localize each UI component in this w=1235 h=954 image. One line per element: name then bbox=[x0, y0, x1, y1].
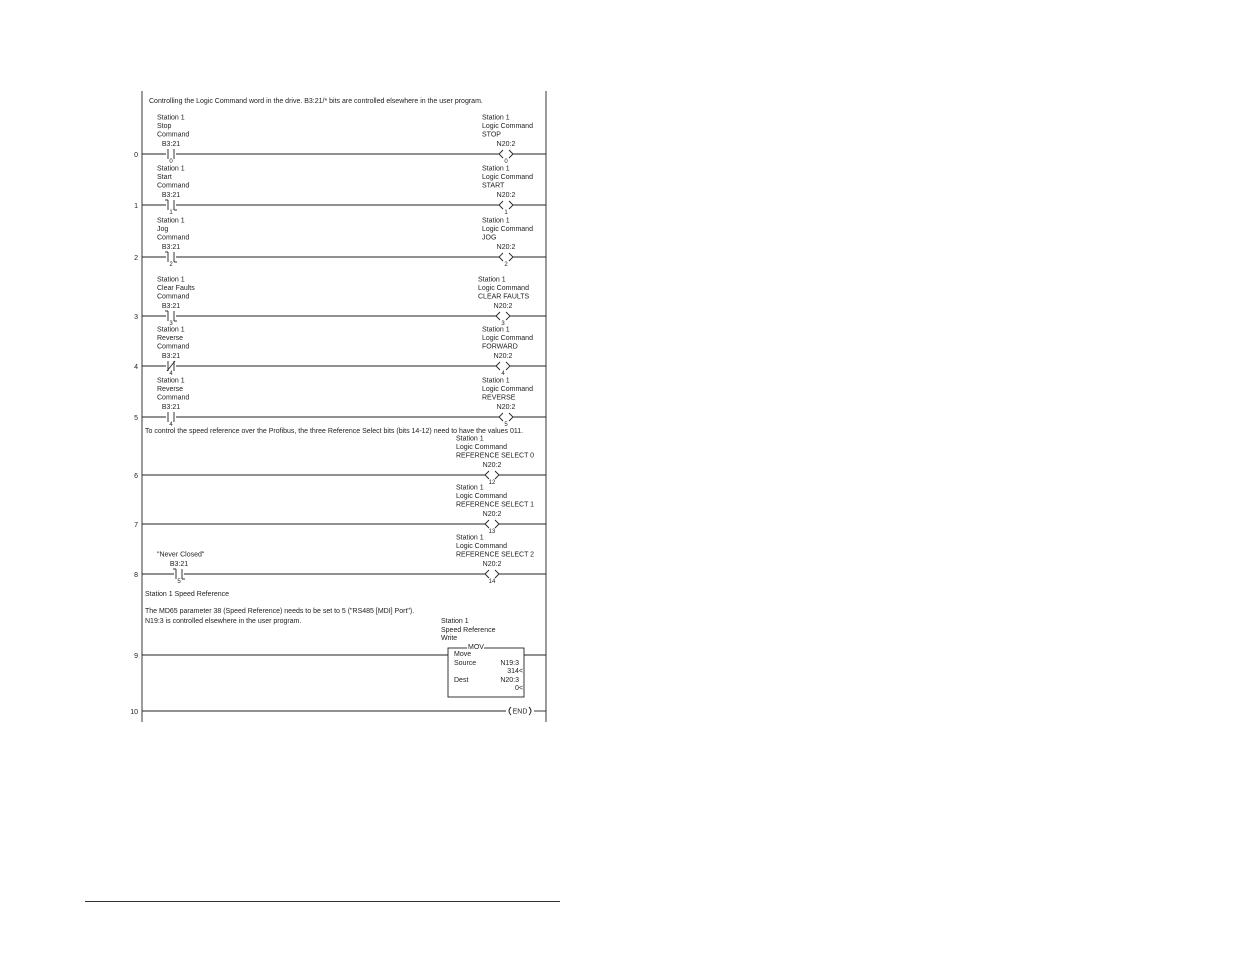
coil-left bbox=[499, 201, 503, 209]
coil-description-line: Station 1 bbox=[456, 435, 484, 443]
coil-right bbox=[495, 471, 499, 479]
coil-left bbox=[499, 150, 503, 158]
contact-description-line: Reverse bbox=[157, 386, 184, 393]
coil-left bbox=[499, 413, 503, 421]
rung-number: 0 bbox=[134, 152, 138, 159]
coil-description-line: START bbox=[482, 182, 505, 190]
coil-description-line: Logic Command bbox=[456, 543, 507, 550]
rung-number: 5 bbox=[134, 415, 138, 422]
rung-comment: To control the speed reference over the Profibus, the three Reference Select bits (bits 14-12) need to have the values 011. bbox=[145, 428, 524, 435]
coil-bit: 0 bbox=[504, 159, 508, 165]
rung-number: 7 bbox=[134, 522, 138, 529]
contact-bit: 4 bbox=[169, 422, 173, 428]
coil-bit: 4 bbox=[501, 371, 505, 377]
coil-description-line: Station 1 bbox=[482, 217, 510, 225]
contact-address: B3:21 bbox=[161, 244, 181, 251]
coil-description-line: Logic Command bbox=[482, 226, 533, 233]
coil-address: N20:2 bbox=[482, 462, 502, 469]
rung-number: 8 bbox=[134, 572, 138, 579]
mov-mnemonic: MOV bbox=[468, 644, 484, 651]
coil-left bbox=[485, 520, 489, 528]
rung-number: 3 bbox=[134, 314, 138, 321]
mov-source-address: N19:3 bbox=[500, 660, 519, 667]
end-left-bracket bbox=[509, 707, 511, 715]
contact-address: B3:21 bbox=[161, 353, 181, 360]
rung-comment: Station 1 Speed Reference bbox=[145, 591, 230, 598]
coil-right bbox=[509, 201, 513, 209]
rung-7 bbox=[134, 485, 546, 536]
coil-address: N20:2 bbox=[496, 404, 516, 411]
contact-address: B3:21 bbox=[169, 561, 189, 568]
coil-address: N20:2 bbox=[482, 561, 502, 568]
coil-left bbox=[496, 362, 500, 370]
contact-bit: 5 bbox=[177, 579, 181, 585]
contact-bit: 1 bbox=[169, 210, 173, 216]
contact-description-line: Command bbox=[157, 343, 190, 351]
rung-8 bbox=[134, 535, 546, 586]
coil-description-line: Station 1 bbox=[478, 276, 506, 284]
block-description-line: Write bbox=[441, 635, 458, 642]
contact-description-line: Command bbox=[157, 131, 190, 139]
rung-6 bbox=[134, 428, 546, 486]
mov-source-label: Source bbox=[454, 660, 477, 667]
contact-description-line: Clear Faults bbox=[157, 285, 195, 292]
coil-description-line: Logic Command bbox=[478, 285, 529, 292]
coil-address: N20:2 bbox=[496, 244, 516, 251]
rung-9 bbox=[134, 591, 546, 697]
coil-description-line: STOP bbox=[482, 131, 501, 139]
footer-rule bbox=[85, 901, 560, 902]
rung-5 bbox=[134, 378, 546, 429]
coil-bit: 13 bbox=[488, 529, 496, 535]
coil-description-line: REFERENCE SELECT 1 bbox=[456, 501, 535, 509]
rung-number: 6 bbox=[134, 473, 138, 480]
coil-bit: 3 bbox=[501, 321, 505, 327]
rung-2 bbox=[134, 218, 546, 269]
contact-address: B3:21 bbox=[161, 192, 181, 199]
rung-comment: N19:3 is controlled elsewhere in the user program. bbox=[145, 618, 302, 625]
rung-10 bbox=[130, 707, 546, 716]
rungs-layer bbox=[130, 98, 546, 716]
contact-address: B3:21 bbox=[161, 404, 181, 411]
rung-comment: The MD65 parameter 38 (Speed Reference) needs to be set to 5 ("RS485 [MDI] Port"). bbox=[145, 608, 415, 615]
contact-address: B3:21 bbox=[161, 141, 181, 148]
contact-description-line: Command bbox=[157, 394, 190, 402]
coil-right bbox=[509, 253, 513, 261]
mov-name: Move bbox=[454, 651, 472, 658]
contact-description-line: Stop bbox=[157, 123, 172, 130]
rung-number: 10 bbox=[130, 709, 138, 716]
mov-source-value: 314< bbox=[507, 668, 523, 675]
coil-left bbox=[485, 471, 489, 479]
coil-description-line: Logic Command bbox=[482, 174, 533, 181]
coil-description-line: REFERENCE SELECT 0 bbox=[456, 452, 535, 460]
rung-number: 1 bbox=[134, 203, 138, 210]
coil-address: N20:2 bbox=[493, 303, 513, 310]
coil-description-line: Logic Command bbox=[482, 386, 533, 393]
contact-description-line: Station 1 bbox=[157, 377, 185, 385]
coil-description-line: Station 1 bbox=[482, 114, 510, 122]
coil-address: N20:2 bbox=[482, 511, 502, 518]
contact-bit: 3 bbox=[169, 321, 173, 327]
coil-left bbox=[485, 570, 489, 578]
coil-description-line: REFERENCE SELECT 2 bbox=[456, 551, 535, 559]
contact-description-line: Station 1 bbox=[157, 114, 185, 122]
block-description-line: Speed Reference bbox=[441, 627, 496, 634]
coil-bit: 5 bbox=[504, 422, 508, 428]
contact-description-line: Station 1 bbox=[157, 326, 185, 334]
coil-description-line: FORWARD bbox=[482, 343, 518, 351]
contact-description-line: Start bbox=[157, 174, 172, 181]
rung-0 bbox=[134, 98, 546, 165]
coil-bit: 1 bbox=[504, 210, 508, 216]
coil-description-line: Station 1 bbox=[482, 165, 510, 173]
coil-description-line: Station 1 bbox=[482, 377, 510, 385]
coil-description-line: Logic Command bbox=[482, 335, 533, 342]
contact-description-line: Station 1 bbox=[157, 276, 185, 284]
contact-description-line: Jog bbox=[157, 226, 169, 233]
contact-description-line: Reverse bbox=[157, 335, 184, 342]
mov-dest-label: Dest bbox=[454, 677, 469, 684]
coil-right bbox=[495, 520, 499, 528]
coil-description-line: CLEAR FAULTS bbox=[478, 293, 530, 301]
contact-description-line: Command bbox=[157, 293, 190, 301]
coil-right bbox=[509, 150, 513, 158]
coil-description-line: Logic Command bbox=[482, 123, 533, 130]
coil-address: N20:2 bbox=[493, 353, 513, 360]
coil-right bbox=[506, 362, 510, 370]
contact-description-line: Station 1 bbox=[157, 165, 185, 173]
coil-description-line: Logic Command bbox=[456, 444, 507, 451]
coil-bit: 2 bbox=[504, 262, 508, 268]
block-description-line: Station 1 bbox=[441, 618, 469, 625]
coil-description-line: REVERSE bbox=[482, 394, 516, 402]
coil-description-line: Station 1 bbox=[482, 326, 510, 334]
rung-1 bbox=[134, 166, 546, 217]
rung-number: 9 bbox=[134, 653, 138, 660]
rung-number: 4 bbox=[134, 364, 138, 371]
coil-address: N20:2 bbox=[496, 141, 516, 148]
coil-description-line: Station 1 bbox=[456, 534, 484, 542]
coil-bit: 14 bbox=[488, 579, 496, 585]
contact-bit: 2 bbox=[169, 262, 173, 268]
contact-bit: 0 bbox=[169, 159, 173, 165]
coil-bit: 12 bbox=[488, 480, 496, 486]
mov-dest-value: 0< bbox=[515, 685, 523, 692]
rung-4 bbox=[134, 327, 546, 378]
mov-dest-address: N20:3 bbox=[500, 677, 519, 684]
contact-address: B3:21 bbox=[161, 303, 181, 310]
coil-address: N20:2 bbox=[496, 192, 516, 199]
rung-number: 2 bbox=[134, 255, 138, 262]
contact-bit: 4 bbox=[169, 371, 173, 377]
contact-description-line: "Never Closed" bbox=[157, 551, 205, 559]
contact-description-line: Station 1 bbox=[157, 217, 185, 225]
coil-right bbox=[506, 312, 510, 320]
coil-left bbox=[499, 253, 503, 261]
end-right-bracket bbox=[529, 707, 531, 715]
contact-description-line: Command bbox=[157, 182, 190, 190]
contact-description-line: Command bbox=[157, 234, 190, 242]
end-label: END bbox=[512, 708, 528, 716]
coil-right bbox=[495, 570, 499, 578]
coil-description-line: Logic Command bbox=[456, 493, 507, 500]
coil-description-line: Station 1 bbox=[456, 484, 484, 492]
rung-comment: Controlling the Logic Command word in the drive. B3:21/* bits are controlled elsewhere in the user program. bbox=[149, 98, 483, 105]
coil-right bbox=[509, 413, 513, 421]
coil-left bbox=[496, 312, 500, 320]
coil-description-line: JOG bbox=[482, 234, 497, 242]
rung-3 bbox=[134, 277, 546, 328]
